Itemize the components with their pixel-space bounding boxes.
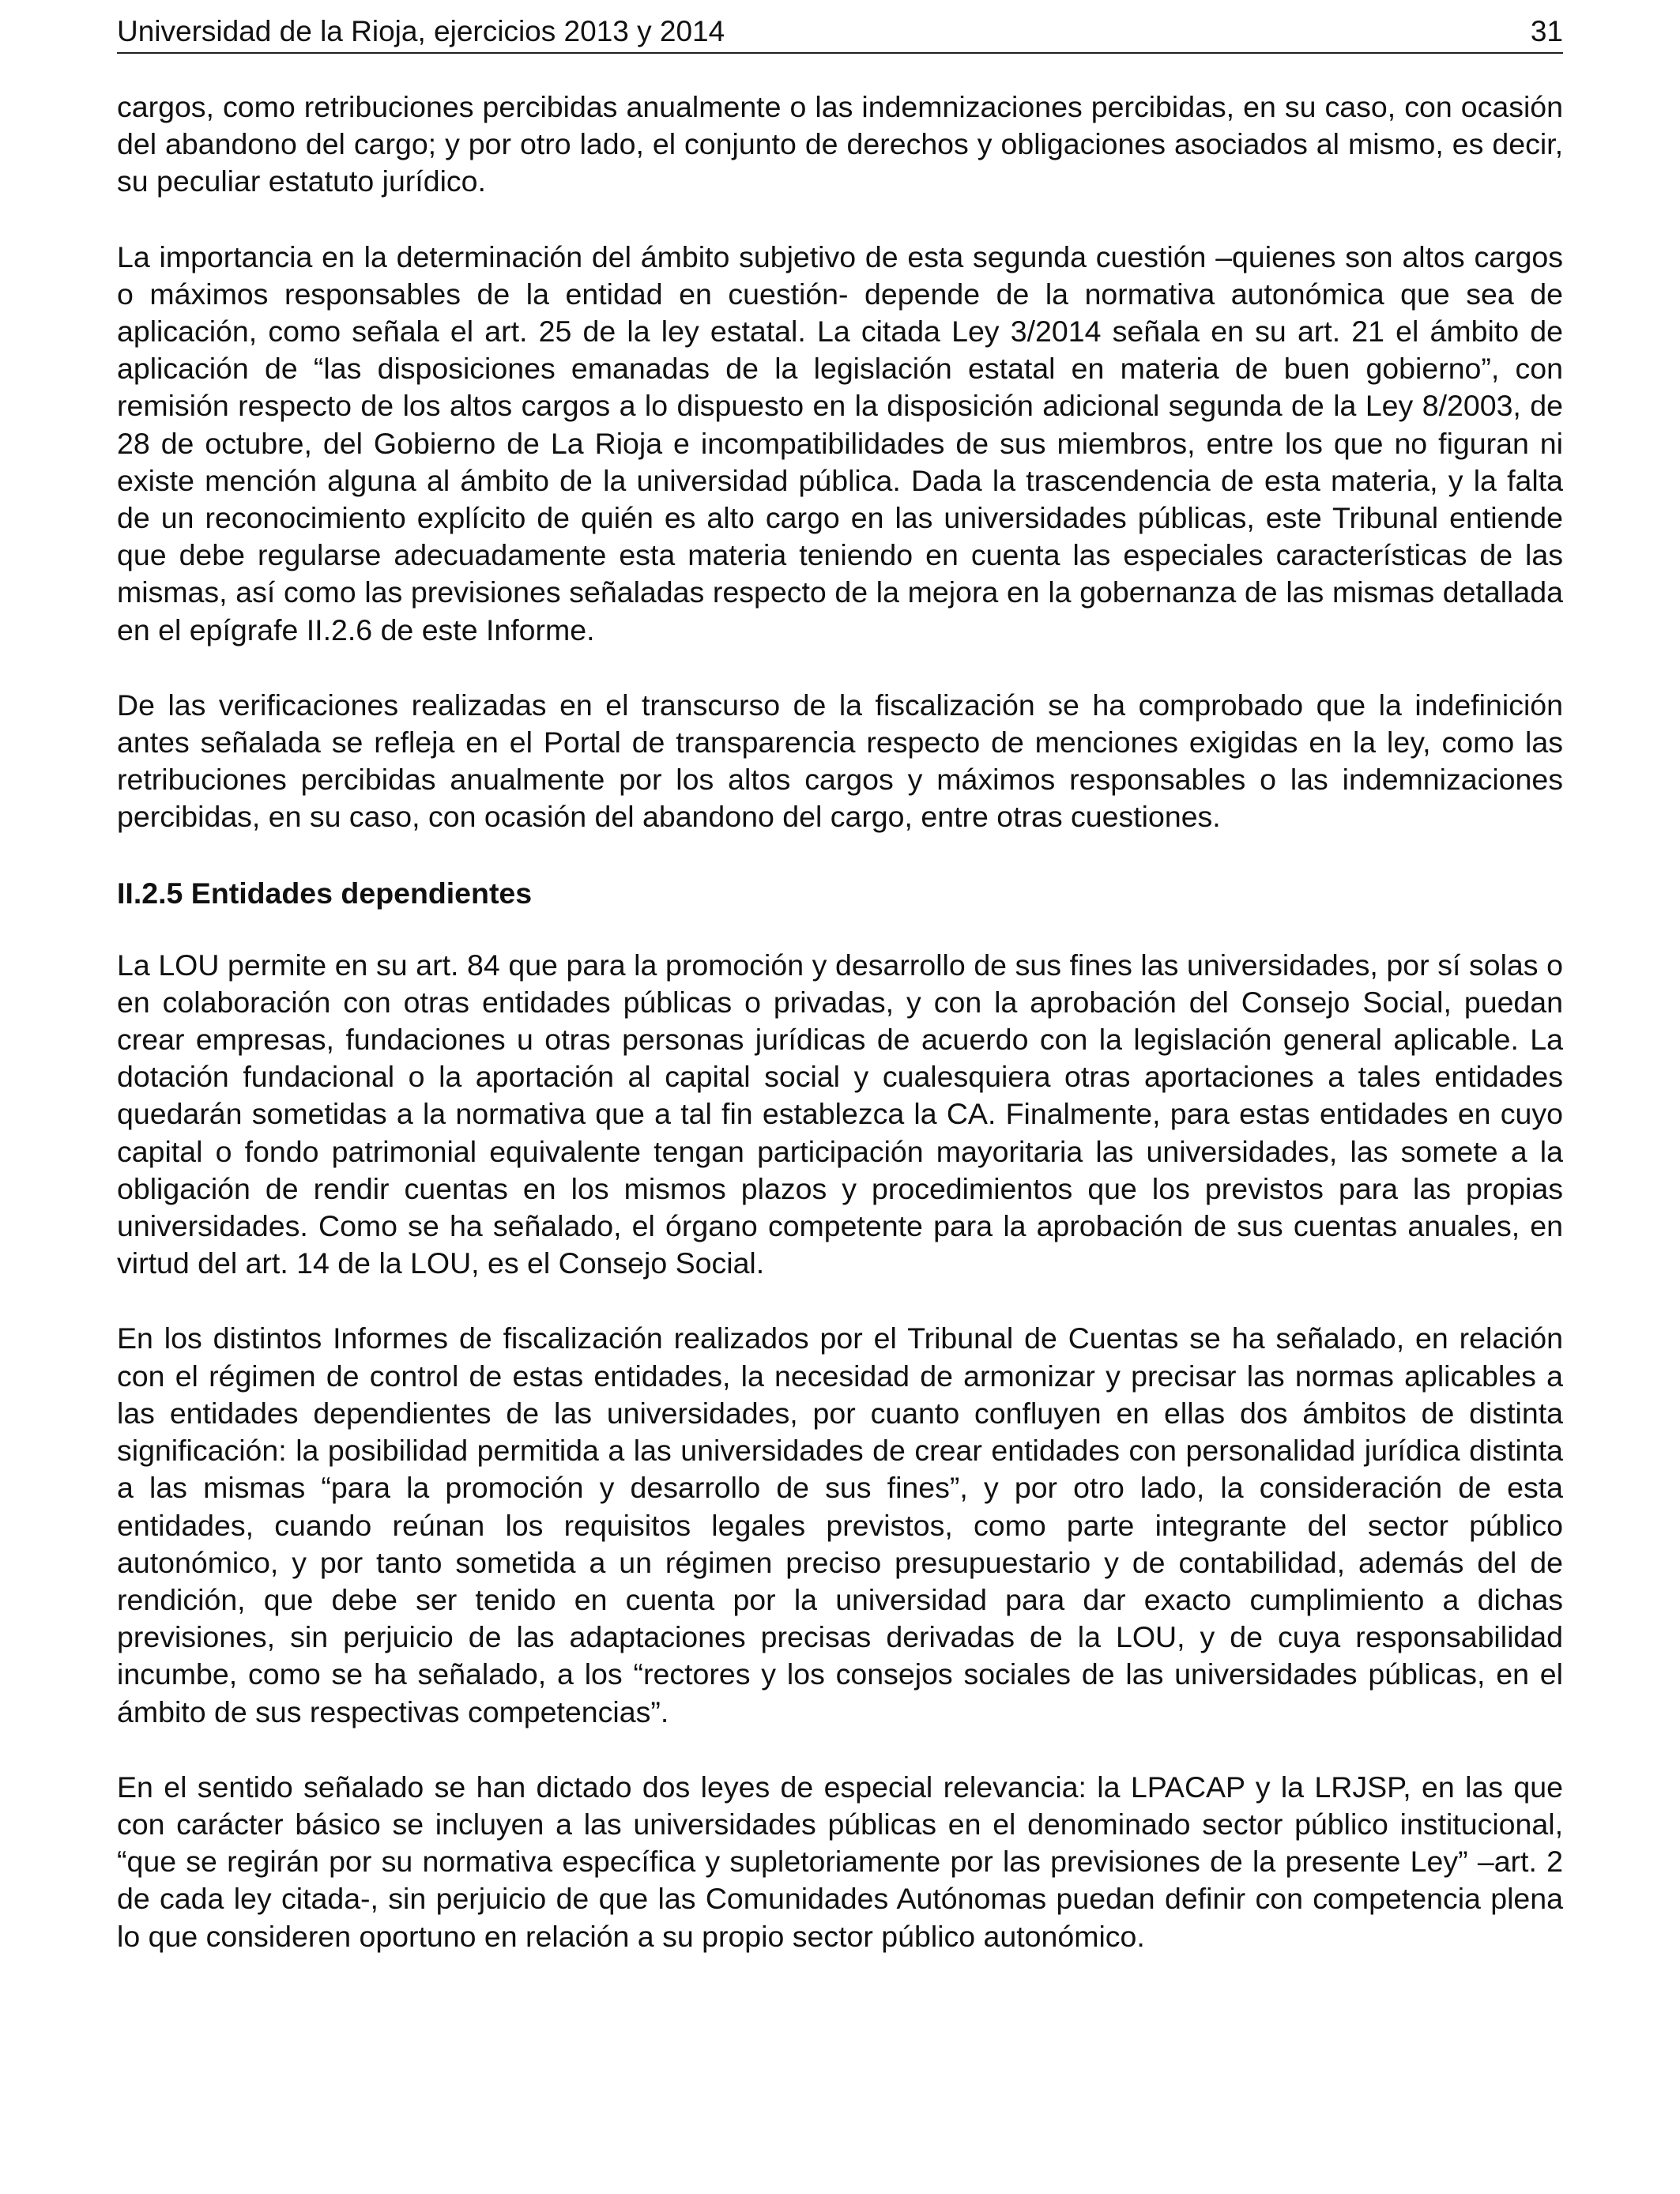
paragraph-lou-art-84: La LOU permite en su art. 84 que para la promoción y desarrollo de sus fines las universidades, por sí solas o en colaboración con otras entidades públicas o privadas, y con la aprobación del Consejo Social, puedan crear empresas, fundaciones u otras personas jurídicas de acuerdo con la legislación general aplicable. La dotación fundacional o la aportación al capital social y cualesquiera otras aportaciones a tales entidades quedarán sometidas a la normativa que a tal fin establezca la CA. Finalmente, para estas entidades en cuyo capital o fondo patrimonial equivalente tengan participación mayoritaria las universidades, las somete a la obligación de rendir cuentas en los mismos plazos y procedimientos que los previstos para las propias universidades. Como se ha señalado, el órgano competente para la aprobación de sus cuentas anuales, en virtud del art. 14 de la LOU, es el Consejo Social.	[117, 948, 1563, 1280]
paragraph-cargos-continuation: cargos, como retribuciones percibidas anualmente o las indemnizaciones percibidas, en su caso, con ocasión del abandono del cargo; y por otro lado, el conjunto de derechos y obligaciones asociados al mismo, es decir, su peculiar estatuto jurídico.	[117, 90, 1563, 198]
paragraph-verificaciones: De las verificaciones realizadas en el transcurso de la fiscalización se ha comprobado que la indefinición antes señalada se refleja en el Portal de transparencia respecto de menciones exigidas en la ley, como las retribuciones percibidas anualmente por los altos cargos y máximos responsables o las indemnizaciones percibidas, en su caso, con ocasión del abandono del cargo, entre otras cuestiones.	[117, 688, 1563, 834]
paragraph-lpacap-lrjsp: En el sentido señalado se han dictado dos leyes de especial relevancia: la LPACAP y la LRJSP, en las que con carácter básico se incluyen a las universidades públicas en el denominado sector público institucional, “que se regirán por su normativa específica y supletoriamente por las previsiones de la presente Ley” –art. 2 de cada ley citada-, sin perjuicio de que las Comunidades Autónomas puedan definir con competencia plena lo que consideren oportuno en relación a su propio sector público autonómico.	[117, 1770, 1563, 1953]
running-header	[117, 11, 1563, 54]
page-number: 31	[1530, 15, 1563, 47]
document-page	[117, 0, 1563, 2194]
paragraph-ambito-subjetivo: La importancia en la determinación del ámbito subjetivo de esta segunda cuestión –quienes son altos cargos o máximos responsables de la entidad en cuestión- depende de la normativa autonómica que sea de aplicación, como señala el art. 25 de la ley estatal. La citada Ley 3/2014 señala en su art. 21 el ámbito de aplicación de “las disposiciones emanadas de la legislación estatal en materia de buen gobierno”, con remisión respecto de los altos cargos a lo dispuesto en la disposición adicional segunda de la Ley 8/2003, de 28 de octubre, del Gobierno de La Rioja e incompatibilidades de sus miembros, entre los que no figuran ni existe mención alguna al ámbito de la universidad pública. Dada la trascendencia de esta materia, y la falta de un reconocimiento explícito de quién es alto cargo en las universidades públicas, este Tribunal entiende que debe regularse adecuadamente esta materia teniendo en cuenta las especiales características de las mismas, así como las previsiones señaladas respecto de la mejora en la gobernanza de las mismas detallada en el epígrafe II.2.6 de este Informe.	[117, 239, 1563, 647]
paragraph-informes-fiscalizacion: En los distintos Informes de fiscalización realizados por el Tribunal de Cuentas se ha señalado, en relación con el régimen de control de estas entidades, la necesidad de armonizar y precisar las normas aplicables a las entidades dependientes de las universidades, por cuanto confluyen en ellas dos ámbitos de distinta significación: la posibilidad permitida a las universidades de crear entidades con personalidad jurídica distinta a las mismas “para la promoción y desarrollo de sus fines”, y por otro lado, la consideración de esta entidades, cuando reúnan los requisitos legales previstos, como parte integrante del sector público autonómico, y por tanto sometida a un régimen preciso presupuestario y de contabilidad, además del de rendición, que debe ser tenido en cuenta por la universidad para dar exacto cumplimiento a dichas previsiones, sin perjuicio de las adaptaciones precisas derivadas de la LOU, y de cuya responsabilidad incumbe, como se ha señalado, a los “rectores y los consejos sociales de las universidades públicas, en el ámbito de sus respectivas competencias”.	[117, 1321, 1563, 1728]
header-title: Universidad de la Rioja, ejercicios 2013 y 2014	[117, 15, 725, 47]
body-text	[117, 89, 1563, 1993]
section-heading: II.2.5 Entidades dependientes	[117, 876, 533, 910]
